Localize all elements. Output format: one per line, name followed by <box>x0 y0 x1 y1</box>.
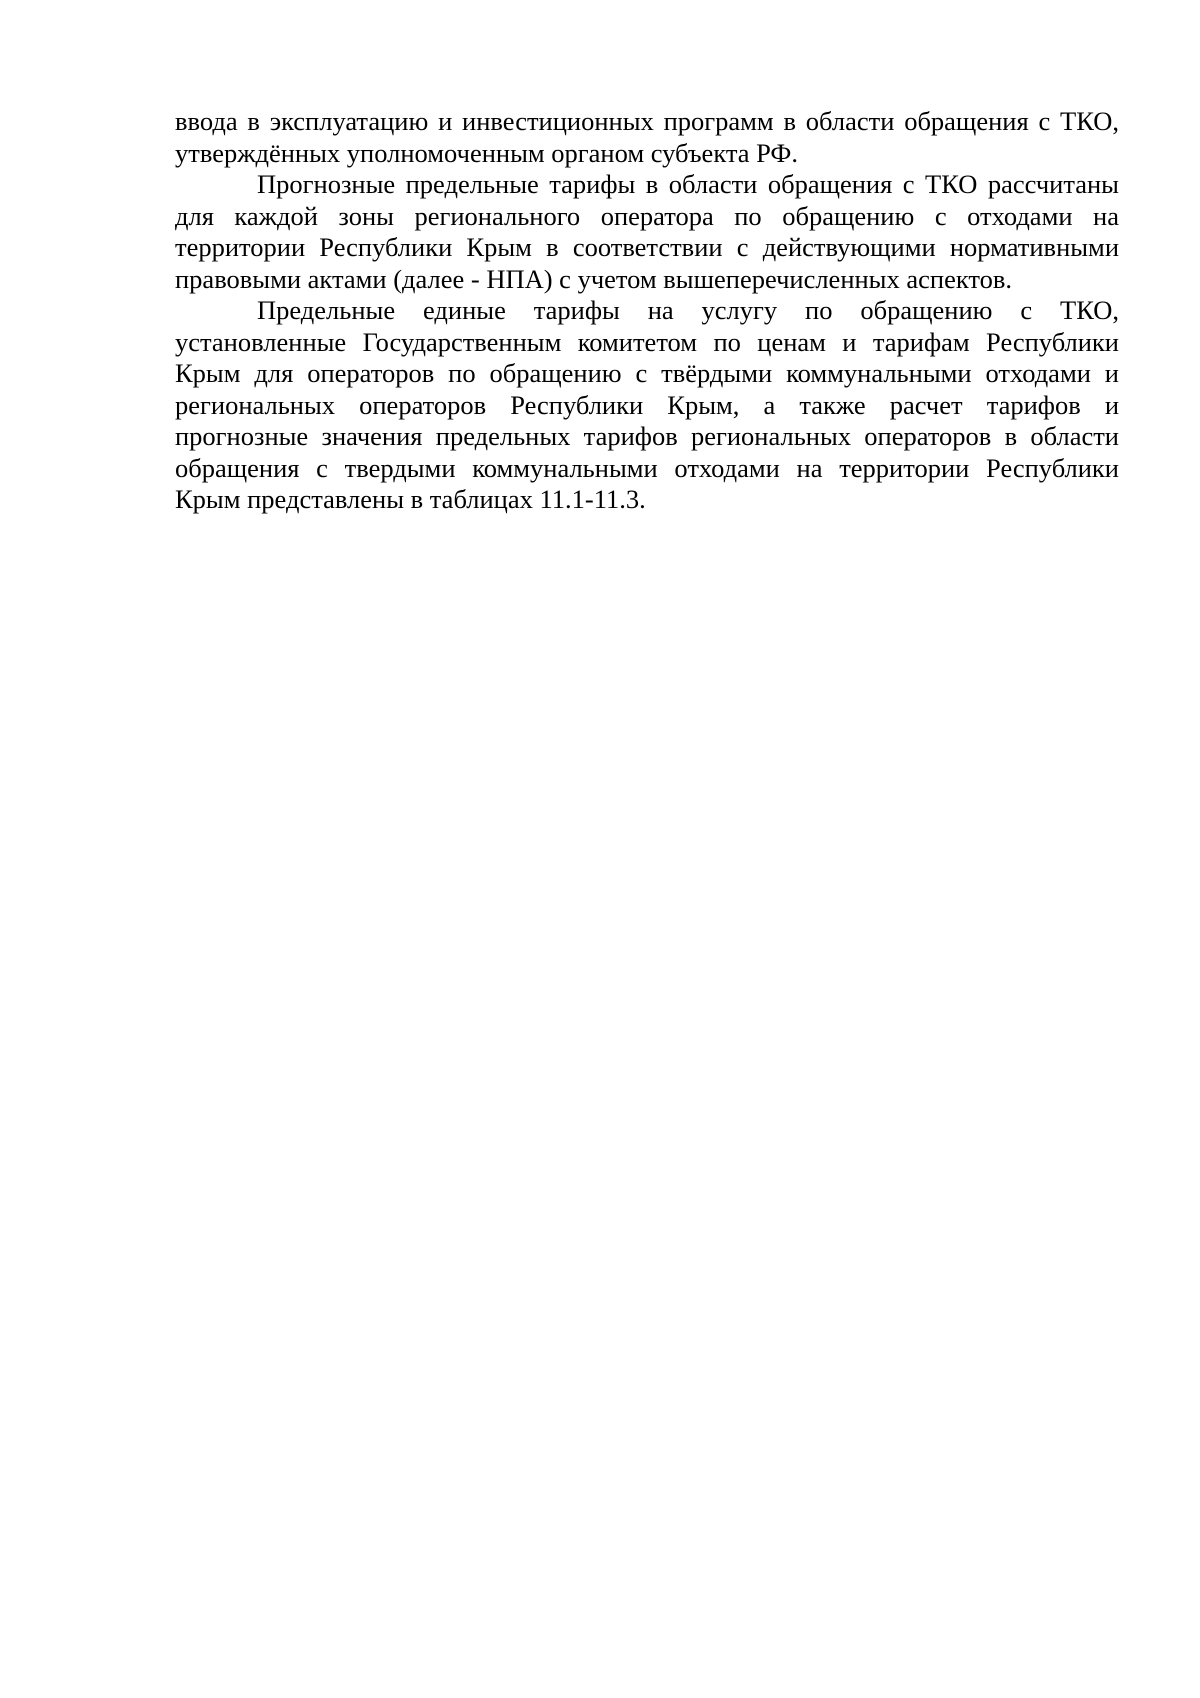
document-body <box>175 106 1119 516</box>
paragraph-forecast-tariffs: Прогнозные предельные тарифы в области обращения с ТКО рассчитаны для каждой зоны регионального оператора по обращению с отходами на территории Республики Крым в соответствии с действующими нормативными правовыми актами (далее - НПА) с учетом вышеперечисленных аспектов. <box>175 169 1119 294</box>
paragraph-unified-tariffs: Предельные единые тарифы на услугу по обращению с ТКО, установленные Государственным комитетом по ценам и тарифам Республики Крым для операторов по обращению с твёрдыми коммунальными отходами и региональных операторов Республики Крым, а также расчет тарифов и прогнозные значения предельных тарифов региональных операторов в области обращения с твердыми коммунальными отходами на территории Республики Крым представлены в таблицах 11.1-11.3. <box>175 295 1119 514</box>
paragraph-continuation: ввода в эксплуатацию и инвестиционных программ в области обращения с ТКО, утверждённых уполномоченным органом субъекта РФ. <box>175 106 1119 168</box>
